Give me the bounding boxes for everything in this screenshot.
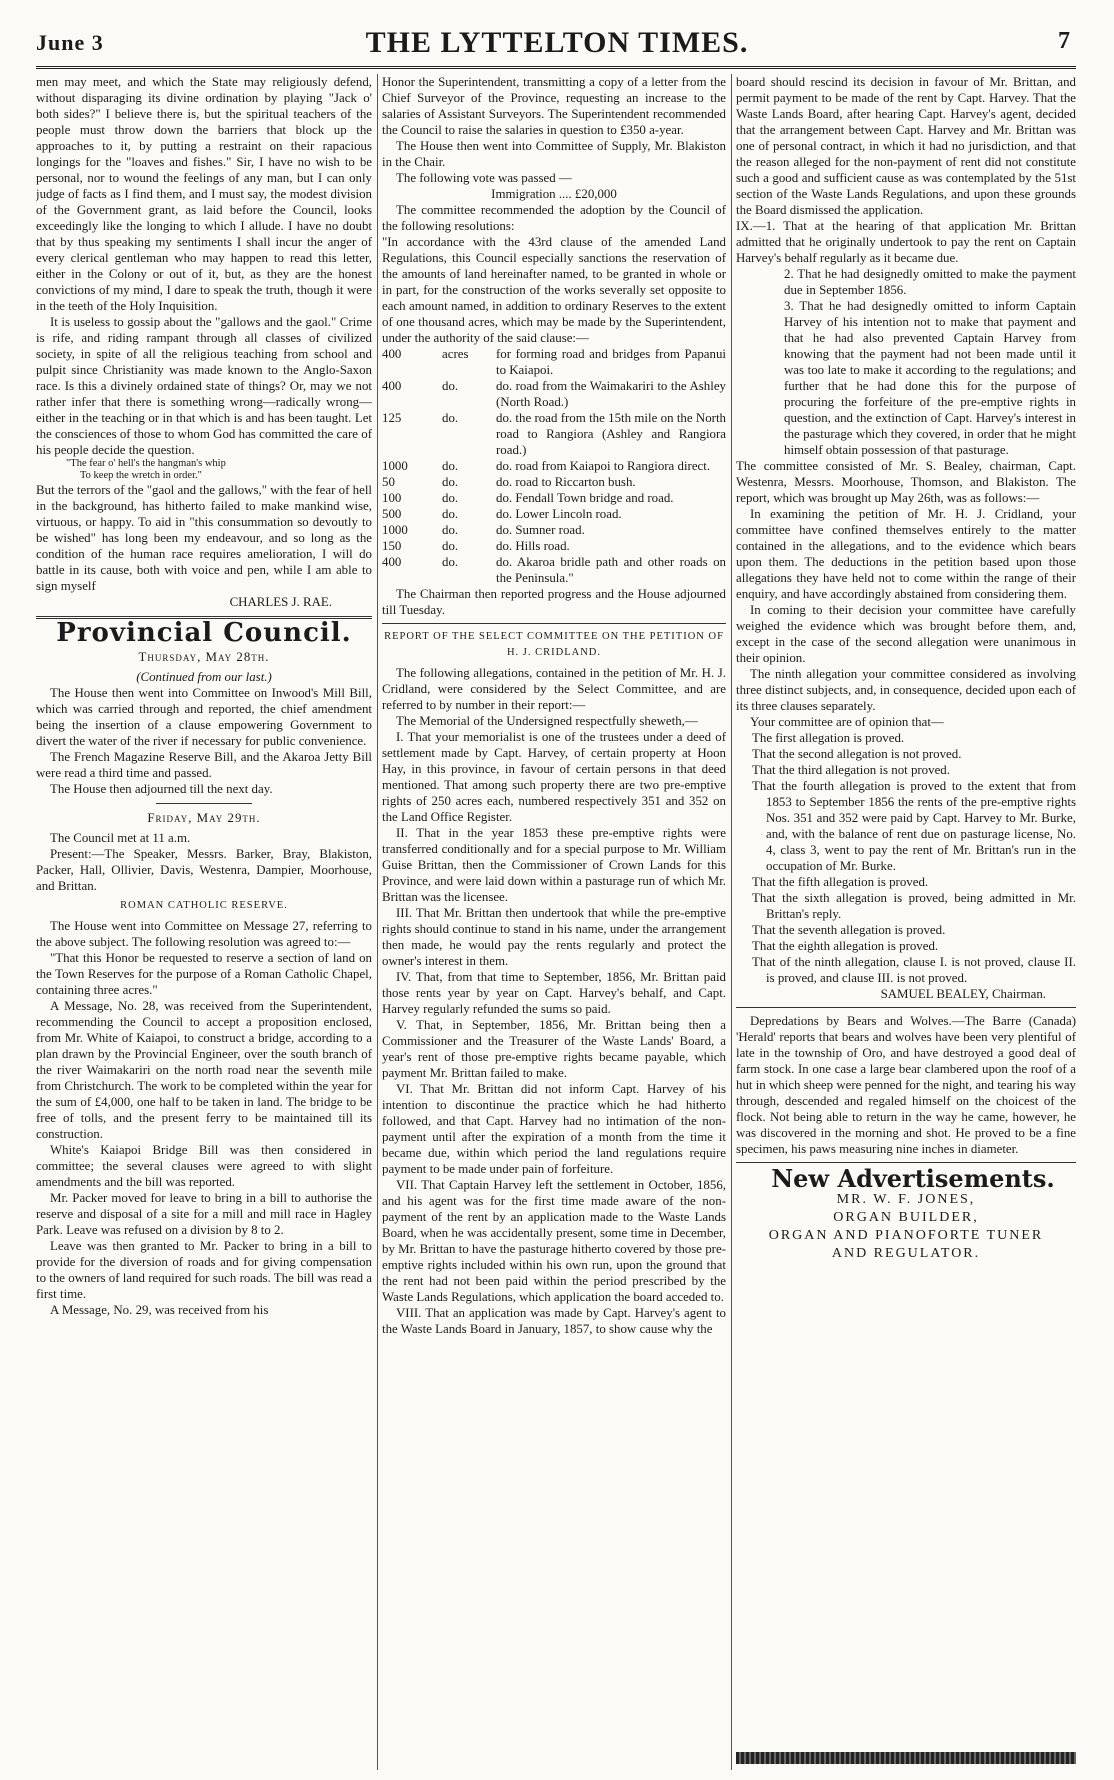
land-reserve-row bbox=[382, 506, 726, 522]
acres: 500 bbox=[382, 507, 402, 521]
unit: do. bbox=[442, 523, 459, 537]
unit: do. bbox=[442, 459, 459, 473]
allegation-clause: 2. That he had designedly omitted to make the payment due in September 1856. bbox=[784, 267, 1076, 297]
finding: That of the ninth allegation, clause I. is not proved, clause II. is proved, and clause III. is not proved. bbox=[752, 955, 1076, 985]
continued-note: (Continued from our last.) bbox=[136, 670, 272, 684]
divider bbox=[736, 1007, 1076, 1008]
masthead bbox=[0, 0, 1114, 70]
land-reserve-row bbox=[382, 538, 726, 554]
land-reserve-row bbox=[382, 490, 726, 506]
finding: That the second allegation is not proved. bbox=[752, 747, 962, 761]
unit: acres bbox=[442, 347, 469, 361]
paragraph: Mr. Packer moved for leave to bring in a bill to authorise the reserve and disposal of a site for a mill and mill race in Hagley Park. Leave was refused on a division by 8 to 2. bbox=[36, 1191, 372, 1237]
finding: The first allegation is proved. bbox=[752, 731, 905, 745]
poem-line: To keep the wretch in order." bbox=[80, 470, 202, 481]
purpose: do. Fendall Town bridge and road. bbox=[496, 491, 674, 505]
paragraph: The committee consisted of Mr. S. Bealey, chairman, Capt. Westenra, Messrs. Moorhouse, Thomson, and Blakiston. The report, which was brought up May 26th, was as follows:— bbox=[736, 459, 1076, 505]
purpose: do. Sumner road. bbox=[496, 523, 585, 537]
column-3 bbox=[736, 74, 1076, 1770]
acres: 400 bbox=[382, 347, 402, 361]
poem-line: "The fear o' hell's the hangman's whip bbox=[66, 458, 226, 469]
allegation: IX.—1. That at the hearing of that application Mr. Brittan admitted that he originally undertook to pay the rent on Captain Harvey's behalf regularly as it became due. bbox=[736, 219, 1076, 265]
land-reserve-row bbox=[382, 378, 726, 410]
paragraph: The House then went into Committee of Supply, Mr. Blakiston in the Chair. bbox=[382, 139, 726, 169]
purpose: do. Hills road. bbox=[496, 539, 570, 553]
paragraph: A Message, No. 29, was received from his bbox=[50, 1303, 269, 1317]
purpose: do. road to Riccarton bush. bbox=[496, 475, 636, 489]
paragraph: White's Kaiapoi Bridge Bill was then considered in committee; the several clauses were agreed to with slight amendments and the bill was reported. bbox=[36, 1143, 372, 1189]
section-heading: Provincial Council. bbox=[56, 618, 352, 648]
purpose: do. road from Kaiapoi to Rangiora direct. bbox=[496, 459, 711, 473]
land-reserve-row bbox=[382, 410, 726, 458]
purpose: do. Lower Lincoln road. bbox=[496, 507, 622, 521]
acres: 150 bbox=[382, 539, 402, 553]
paragraph: The Council met at 11 a.m. bbox=[50, 831, 191, 845]
newspaper-title: THE LYTTELTON TIMES. bbox=[365, 26, 749, 59]
finding: That the third allegation is not proved. bbox=[752, 763, 950, 777]
masthead-rule bbox=[36, 66, 1076, 69]
paragraph: The House went into Committee on Message 27, referring to the above subject. The following resolution was agreed to:— bbox=[36, 919, 372, 949]
paragraph: But the terrors of the "gaol and the gallows," with the fear of hell in the background, has hitherto failed to make mankind wise, virtuous, or happy. To aid in "this consummation so devoutly to be wished" has long been my endeavour, and so long as the condition of the human race requires amelioration, I will do battle in its cause, both with voice and pen, while I am able to sign myself bbox=[36, 483, 372, 593]
paragraph: Honor the Superintendent, transmitting a copy of a letter from the Chief Surveyor of the Province, requesting an increase to the salaries of Assistant Surveyors. The Superintendent recommended the Council to raise the salaries in question to £350 a-year. bbox=[382, 75, 726, 137]
divider bbox=[382, 623, 726, 624]
divider bbox=[156, 803, 252, 804]
subheading: ROMAN CATHOLIC RESERVE. bbox=[120, 900, 288, 911]
unit: do. bbox=[442, 555, 459, 569]
allegation: III. That Mr. Brittan then undertook that while the pre-emptive rights should continue to stand in his name, under the arrangement then made, he would pay the rents regularly and protect the owner's interest in them. bbox=[382, 906, 726, 968]
signature: CHARLES J. RAE. bbox=[229, 595, 332, 609]
column-separator bbox=[377, 74, 378, 1770]
date-heading: Friday, May 29th. bbox=[147, 811, 261, 825]
allegation: VIII. That an application was made by Capt. Harvey's agent to the Waste Lands Board in January, 1857, to show cause why the bbox=[382, 1306, 726, 1336]
allegation: IV. That, from that time to September, 1856, Mr. Brittan paid those rents year by year on Capt. Harvey's behalf, and Capt. Harvey regularly refunded the sums so paid. bbox=[382, 970, 726, 1016]
paragraph: "In accordance with the 43rd clause of the amended Land Regulations, this Council especially sanctions the reservation of the amounts of land hereinafter named, to be granted in whole or in part, for the construction of the works severally set opposite to each amount named, in addition to ordinary Reserves to the extent of one thousand acres, which may be made by the Superintendent, under the authority of the said clause:— bbox=[382, 235, 726, 345]
date-heading: Thursday, May 28th. bbox=[138, 650, 270, 664]
paragraph: The House then adjourned till the next day. bbox=[50, 782, 273, 796]
paragraph: The following allegations, contained in the petition of Mr. H. J. Cridland, were considered by the Select Committee, and are referred to by number in their report:— bbox=[382, 666, 726, 712]
unit: do. bbox=[442, 379, 459, 393]
column-separator bbox=[731, 74, 732, 1770]
paragraph: The ninth allegation your committee considered as involving three distinct subjects, and, in consequence, decided upon each of its three clauses separately. bbox=[736, 667, 1076, 713]
land-reserve-list bbox=[382, 346, 726, 586]
news-item: Depredations by Bears and Wolves.—The Barre (Canada) 'Herald' reports that bears and wolves have been very plentiful of late in the township of Oro, and have destroyed a good deal of farm stock. In one case a large bear clambered upon the roof of a hut in which sheep were penned for the night, and tearing his way through, descended and regaled himself on the choicest of the flock. Not being able to return in the way he came, however, he was discovered in the morning and shot. He proved to be a fine specimen, his paws measuring nine inches in diameter. bbox=[736, 1014, 1076, 1156]
purpose: do. road from the Waimakariri to the Ashley (North Road.) bbox=[496, 379, 726, 409]
finding: That the fifth allegation is proved. bbox=[752, 875, 929, 889]
paragraph: In examining the petition of Mr. H. J. Cridland, your committee have confined themselves entirely to the matter contained in the allegations, and to the evidence which bears upon them. The deductions in the petition based upon those allegations they have held not to come within the range of their enquiry, and have accordingly abstained from considering them. bbox=[736, 507, 1076, 601]
paragraph: The following vote was passed — bbox=[396, 171, 572, 185]
paragraph: Your committee are of opinion that— bbox=[750, 715, 944, 729]
divider bbox=[736, 1162, 1076, 1163]
acres: 50 bbox=[382, 475, 395, 489]
finding: That the sixth allegation is proved, being admitted in Mr. Brittan's reply. bbox=[752, 891, 1076, 921]
issue-date: June 3 bbox=[36, 30, 104, 55]
land-reserve-row bbox=[382, 458, 726, 474]
land-reserve-row bbox=[382, 554, 726, 586]
paragraph: Leave was then granted to Mr. Packer to bring in a bill to provide for the diversion of roads and for giving compensation to the owners of land required for such roads. The bill was read a first time. bbox=[36, 1239, 372, 1301]
unit: do. bbox=[442, 475, 459, 489]
unit: do. bbox=[442, 411, 459, 425]
paragraph: In coming to their decision your committee have carefully weighed the evidence which was brought before them, and, except in the case of the second allegation were unanimous in their opinion. bbox=[736, 603, 1076, 665]
acres: 1000 bbox=[382, 523, 408, 537]
allegation: V. That, in September, 1856, Mr. Brittan being then a Commissioner and the Treasurer of the Waste Lands' Board, a year's rent of those pre-emptive rights became payable, which payment Mr. Brittan failed to make. bbox=[382, 1018, 726, 1080]
unit: do. bbox=[442, 507, 459, 521]
ad-line: AND REGULATOR. bbox=[831, 1246, 981, 1261]
finding: That the fourth allegation is proved to the extent that from 1853 to September 1856 the rents of the pre-emptive rights Nos. 351 and 352 were paid by Capt. Harvey to Mr. Burke, and, with the balance of rent due on pasturage license, No. 4, class 3, went to pay the rent of Mr. Brittan's run in the occupation of Mr. Burke. bbox=[752, 779, 1076, 873]
acres: 100 bbox=[382, 491, 402, 505]
allegation-clause: 3. That he had designedly omitted to inform Captain Harvey of his intention not to make that payment and that he had also prevented Captain Harvey from knowing that the payment had not been made until it was too late to make it according to the regulations; and further that he had done this for the purpose of procuring the forfeiture of the pre-emptive rights in question, and the extinction of Capt. Harvey's interest in the pasturage which they covered, in order that he might himself obtain possession of that pasturage. bbox=[784, 299, 1076, 457]
paragraph: A Message, No. 28, was received from the Superintendent, recommending the Council to accept a proposition enclosed, from Mr. White of Kaiapoi, to construct a bridge, according to a plan drawn by the Provincial Engineer, over the south branch of the river Waimakariri on the north road near the seventh mile from Christchurch. The work to be completed within the year for the sum of £4,000, one half to be taken in land. The bridge to be free of tolls, and the present ferry to be maintained till its construction. bbox=[36, 999, 372, 1141]
allegation: II. That in the year 1853 these pre-emptive rights were transferred conditionally and for a special purpose to Mr. William Guise Brittan, then the Commissioner of Crown Lands for this Province, and were laid down within a pasturage run of which Mr. Brittan was the licensee. bbox=[382, 826, 726, 904]
paragraph: "That this Honor be requested to reserve a section of land on the Town Reserves for the purpose of a Roman Catholic Chapel, containing three acres." bbox=[36, 951, 372, 997]
purpose: do. Akaroa bridle path and other roads on the Peninsula." bbox=[496, 555, 726, 585]
land-reserve-row bbox=[382, 346, 726, 378]
bottom-rule bbox=[736, 1752, 1076, 1764]
finding: That the seventh allegation is proved. bbox=[752, 923, 946, 937]
unit: do. bbox=[442, 539, 459, 553]
acres: 400 bbox=[382, 379, 402, 393]
finding: That the eighth allegation is proved. bbox=[752, 939, 939, 953]
purpose: do. the road from the 15th mile on the North road to Rangiora (Ashley and Rangiora road.) bbox=[496, 411, 726, 457]
signature: SAMUEL BEALEY, Chairman. bbox=[880, 987, 1046, 1001]
report-heading: REPORT OF THE SELECT COMMITTEE ON THE PETITION OF H. J. CRIDLAND. bbox=[384, 631, 724, 658]
land-reserve-row bbox=[382, 474, 726, 490]
page-number: 7 bbox=[1058, 28, 1070, 54]
allegation: VII. That Captain Harvey left the settlement in October, 1856, and his agent was for the first time made aware of the non-payment of the rent by an application made to the Waste Lands Board, when he was accidentally present, some time in December, by Mr. Brittan to have the pasturage hitherto covered by those pre-emptive rights included within his own run, upon the ground that the rent had not been paid within the period prescribed by the Waste Lands Regulations, which application the board acceded to. bbox=[382, 1178, 726, 1304]
land-reserve-row bbox=[382, 522, 726, 538]
acres: 1000 bbox=[382, 459, 408, 473]
column-2 bbox=[382, 74, 726, 1770]
allegation: I. That your memorialist is one of the trustees under a deed of settlement made by Capt. Harvey, of certain property at Hoon Hay, in this province, in favour of certain persons in that deed mentioned. That among such property there are two pre-emptive rights of 250 acres each, numbered respectively 351 and 352 on the Land Office Register. bbox=[382, 730, 726, 824]
ad-line: ORGAN BUILDER, bbox=[833, 1210, 979, 1225]
paragraph: men may meet, and which the State may religiously defend, without disparaging its divine ordination by playing "Jack o' both sides?" I believe there is, but the spiritual teachers of the people must throw down the barriers that block up the approaches to it, by putting a restraint on their rapacious longings for the "loaves and fishes." Sir, I have no wish to be personal, nor to wound the feelings of any man, but I can only judge of facts as I find them, and I must say, the modest division of the Government grant, as laid before the Council, looks exceedingly like the longing to which I allude. I have no doubt that by thus speaking my sentiments I shall incur the anger of every clerical gentleman who may happen to read this letter, either in the Colony or out of it, but, as they are the honest convictions of my mind, I dare to speak the truth, though it were in the teeth of the Holy Inquisition. bbox=[36, 75, 372, 313]
paragraph: The Memorial of the Undersigned respectfully sheweth,— bbox=[396, 714, 698, 728]
ad-line: MR. W. F. JONES, bbox=[836, 1192, 976, 1207]
vote-line: Immigration .... £20,000 bbox=[491, 187, 617, 201]
paragraph: It is useless to gossip about the "gallows and the gaol." Crime is rife, and riding rampant through all classes of civilized society, in spite of all the religious teaching from school and pulpit since Christianity was made known to the Anglo-Saxon race. Is this a divinely ordained state of things? Or, may we not rather infer that there is something wrong—radically wrong—either in the teaching or in that which is and has been taught. Let the consciences of those to whom God has committed the care of his people decide the question. bbox=[36, 315, 372, 457]
purpose: for forming road and bridges from Papanui to Kaiapoi. bbox=[496, 347, 726, 377]
acres: 400 bbox=[382, 555, 402, 569]
advertisements-heading: New Advertisements. bbox=[771, 1164, 1055, 1193]
paragraph: The committee recommended the adoption by the Council of the following resolutions: bbox=[382, 203, 726, 233]
paragraph: board should rescind its decision in favour of Mr. Brittan, and permit payment to be made of the rent by Capt. Harvey. That the Waste Lands Board, after hearing Capt. Harvey's agent, decided that the arrangement between Capt. Harvey and Mr. Brittan was one of personal contract, in which it had no jurisdiction, and that the reason alleged for the non-payment of rent did not constitute such a good and sufficient cause as was contemplated by the 51st section of the Waste Lands Regulations, and upon these grounds the Board dismissed the application. bbox=[736, 75, 1076, 217]
unit: do. bbox=[442, 491, 459, 505]
paragraph: The House then went into Committee on Inwood's Mill Bill, which was carried through and reported, the chief amendment being the insertion of a clause empowering Government to divert the water of the river if necessary for public convenience. bbox=[36, 686, 372, 748]
findings-list bbox=[736, 730, 1076, 986]
column-1 bbox=[36, 74, 372, 1770]
acres: 125 bbox=[382, 411, 402, 425]
paragraph: Present:—The Speaker, Messrs. Barker, Bray, Blakiston, Packer, Hall, Ollivier, Davis, Westenra, Dampier, Moorhouse, and Brittan. bbox=[36, 847, 372, 893]
ad-line: ORGAN AND PIANOFORTE TUNER bbox=[768, 1228, 1044, 1243]
paragraph: The French Magazine Reserve Bill, and the Akaroa Jetty Bill were read a third time and passed. bbox=[36, 750, 372, 780]
paragraph: The Chairman then reported progress and the House adjourned till Tuesday. bbox=[382, 587, 726, 617]
allegation: VI. That Mr. Brittan did not inform Capt. Harvey of his intention to discontinue the practice which he had hitherto followed, and that Capt. Harvey had no intimation of the non-payment until after the expiration of a month from the time it became due, within which period the land regulations require payment to be made under pain of forfeiture. bbox=[382, 1082, 726, 1176]
